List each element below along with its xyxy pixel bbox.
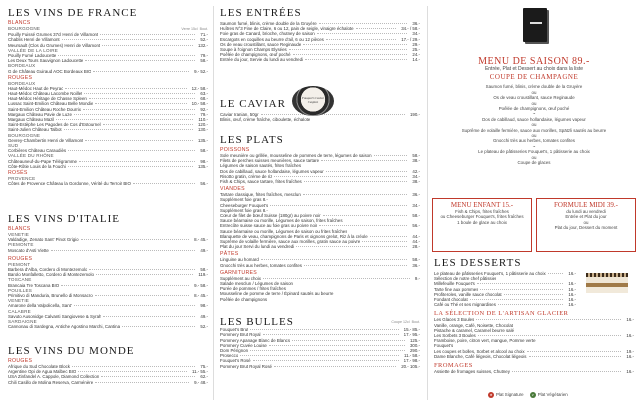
item-name: Vanille, orange, Café, Noisette, Chocolat	[434, 322, 513, 328]
italie-rouge-list	[8, 262, 208, 330]
region-label: CALABRE	[8, 308, 31, 314]
item-price: 10.- 58.-	[191, 101, 208, 107]
item-name: Cheeseburger Fouquet's	[220, 202, 269, 208]
saison-subtitle: Entrée, Plat et Dessert au choix dans la liste	[484, 66, 584, 72]
wine-column	[0, 0, 213, 405]
menu-row	[434, 302, 576, 307]
entrees-list	[220, 21, 420, 63]
item-price: 8.- 45.-	[194, 237, 208, 243]
item-price: 110.-	[198, 117, 208, 123]
menu-line: Entrée et Plat du jour	[565, 214, 607, 220]
item-name: Tarte fine aux pommes	[434, 286, 479, 292]
item-name: Os de veau croustillant, sauce Reginaude	[220, 41, 302, 47]
item-name: Poêlée de champignons	[220, 296, 268, 302]
region-label: VALLÉE DE LA LOIRE	[8, 47, 58, 53]
item-price: 52.-	[200, 324, 208, 330]
entrees-section	[220, 7, 420, 63]
item-name: Fish & Chips, sauce tartare, frites fraîches	[220, 179, 302, 185]
monde-list	[8, 364, 208, 385]
menu-line: Coupe de glaces	[517, 160, 551, 166]
item-name: Gnocchi très aux herbes, tomates confites	[220, 262, 302, 268]
item-name: Escargots en coquilles au beurre d'ail, 6 ou 12 pièces	[220, 36, 324, 42]
item-name: Margaux Château Pavie de Luze	[8, 111, 72, 117]
item-name: Corbières Château Caraudiès	[8, 148, 67, 154]
item-name: Risotto gratin, crème de riz	[220, 173, 273, 179]
item-name: Pistache & caramel, Caramel beurre salé	[434, 327, 515, 333]
menu-line: 1 boule de glace au choix	[457, 219, 507, 225]
item-name: Café ou Thé et ses mignardises	[434, 302, 496, 308]
item-price: 16.-	[568, 281, 576, 287]
menu-row	[220, 244, 420, 249]
item-price: 38.-	[412, 158, 420, 164]
region-label: VENETIE	[8, 298, 30, 304]
item-name: Dame Blanche, Café liégeois, Chocolat liégeois	[434, 353, 527, 359]
item-price: 58.-	[200, 267, 208, 273]
bulles-title: LES BULLES	[220, 316, 294, 328]
region-bourgogne: BOURGOGNE	[8, 26, 41, 31]
menu-line: Le plateau de pâtisseries Fouquet's, 1 pâtisserie au choix	[478, 149, 590, 155]
item-name: Prosecco	[220, 353, 239, 359]
region-label: TOSCANE	[8, 277, 32, 283]
item-price: 300.-	[409, 342, 420, 348]
france-blanc-list	[8, 32, 208, 74]
item-price: 34.- / 58.-	[401, 26, 420, 32]
monde-rouges: ROUGES	[8, 358, 33, 364]
item-price: 58.-	[200, 148, 208, 154]
item-price: 12.- 58.-	[191, 85, 208, 91]
item-name: Supplément foie gras 8.-	[220, 207, 268, 213]
menu-line: ou	[583, 219, 589, 225]
item-name: Les Deux Tours Sauvignon Ladoucette	[8, 58, 84, 64]
book-logo-icon	[530, 22, 542, 24]
item-name: Afrique du Sud Chocolate Block	[8, 364, 70, 369]
item-name: Supplément foie gras 8.-	[220, 197, 268, 203]
item-name: Caviar Iranian, 50gr	[220, 112, 259, 117]
item-name: Fouquet's Brut	[220, 327, 249, 333]
menu-book-image	[523, 8, 547, 42]
menu-row	[8, 181, 208, 186]
menu-row	[434, 354, 634, 359]
item-price: 58.-	[200, 58, 208, 64]
item-price: 125.-	[409, 337, 420, 343]
menu-row	[220, 263, 420, 268]
plats-title: LES PLATS	[220, 134, 284, 146]
item-name: Pouilly Fumé Ladoucette	[8, 53, 57, 59]
item-name: Le plateau de pâtisseries Fouquet's, 1 pâtisserie au choix	[434, 271, 546, 276]
item-name: Saint-Estèphe Les Pagodes de Cos d'Estournel	[8, 122, 101, 128]
item-price: 16.-	[568, 302, 576, 308]
plats-viandes: VIANDES	[220, 186, 245, 193]
item-price: 98.-	[200, 158, 208, 164]
item-name: USA Zinfandel A. Cappole, Diamond Collection	[8, 374, 100, 380]
france-title: LES VINS DE FRANCE	[8, 7, 138, 19]
glacier-title: LA SÉLECTION DE L'ARTISAN GLACIER	[434, 310, 569, 318]
item-name: Pouilly Fuissé Grumes 37cl Henri de Villamont	[8, 32, 99, 38]
fromages-title: FROMAGES	[434, 362, 473, 370]
menu-line: Dos de cabillaud, sauce hollandaise, légumes vapeur	[482, 116, 586, 122]
item-price: 62.-	[200, 374, 208, 380]
item-price: 28.-	[412, 244, 420, 250]
item-price: 63.-	[200, 91, 208, 97]
item-price: 17.- 95.-	[403, 332, 420, 338]
item-price: 8.- 45.-	[194, 293, 208, 299]
item-name: Meursault (Clos du Grumes) Henri de Villamont	[8, 42, 101, 48]
fromage-list	[434, 369, 634, 374]
item-price: 9.- 52.-	[194, 68, 208, 74]
item-name: Fondant chocolat	[434, 297, 468, 303]
item-price: 24.-	[412, 52, 420, 58]
item-name: Gevrey-Chambertin Henri de Villamont	[8, 137, 84, 143]
food-column	[214, 0, 427, 405]
item-price: 56.-	[200, 181, 208, 187]
item-name: Pommery Cuvée Louise	[220, 342, 267, 348]
item-price: 49.-	[200, 313, 208, 319]
menus-column	[428, 0, 640, 405]
bulles-list	[220, 327, 420, 369]
item-name: Valdadige, Zenato Sant' Pinot Grigio	[8, 237, 79, 243]
item-name: Soupe à l'oignon Champs Elysées	[220, 47, 287, 53]
item-name: Saint-Julien Château Talbot	[8, 127, 62, 133]
legend	[488, 392, 628, 398]
menu-line: Fish & Chips, frites fraîches	[455, 209, 509, 214]
item-name: Foie gras de Canard, brioche, chutney de saison	[220, 31, 315, 37]
caviar-stamp: Fouquet's Caviar Caspien	[301, 96, 325, 104]
desserts-title: LES DESSERTS	[434, 257, 522, 269]
menu-line: Saumon fumé, blinis, crème double de la Gruyère	[485, 84, 583, 90]
item-name: Cœur de filet de bœuf Suisse (180gr) au poivre noir	[220, 213, 321, 219]
item-name: G de Château Guiraud AOC Bordeaux BIO	[8, 68, 92, 74]
menu-line: ou	[531, 154, 537, 160]
item-price: 135.-	[197, 163, 208, 169]
item-name: Salade mesclun / Légumes de saison	[220, 281, 293, 287]
item-name: Moscato d'Asti Viette	[8, 247, 49, 253]
caviar-title: LE CAVIAR	[220, 98, 286, 110]
item-price: 42.-	[412, 168, 420, 174]
menu-line: ou	[531, 133, 537, 139]
region-label: VENETIE	[8, 232, 30, 237]
france-rouge-list	[8, 86, 208, 169]
item-price: 290.-	[409, 348, 420, 354]
saison-title: MENU DE SAISON 89.-	[478, 56, 590, 67]
enfant-title: MENU ENFANT 15.-	[450, 201, 514, 209]
france-rose-list	[8, 181, 208, 186]
menu-line: ~	[532, 111, 536, 117]
region-bordeaux: BORDEAUX	[8, 80, 36, 86]
item-price: 120.-	[197, 122, 208, 128]
item-name: Sélection de notre chef pâtissier	[434, 276, 497, 282]
item-price: 25.-	[412, 47, 420, 53]
item-price: 34.-	[412, 173, 420, 179]
item-price: 130.-	[197, 127, 208, 133]
item-price: 79.-	[200, 111, 208, 117]
item-price: 92.-	[200, 106, 208, 112]
legend-vegetarian: Plat Végétarien	[537, 392, 568, 398]
item-name: Entrée du jour, Servie du lundi au vendredi	[220, 57, 303, 63]
menu-row	[434, 369, 634, 374]
item-name: Primitivo di Manduria, Brunello di Monsacro	[8, 293, 93, 299]
entrees-title: LES ENTRÉES	[220, 7, 302, 19]
france-blancs: BLANCS	[8, 20, 31, 26]
item-name: Haut-Médoc Château Lacombe Noillet	[8, 91, 83, 97]
bulles-section: LES BULLES Coupe 12cl Bout. Fouquet's Brut 15.- 85.- Pommery Brut Royal 17.- 95.- Pommery Apanage Blanc de Blancs 125.- Pommery Cuvée Louise 300.- Dom Pérignon 290.- Prosecco 11.- 58.- Fouquet's Rosé 17.- 98.- Pommery Brut Royal Rosé 20.- 105.-	[220, 316, 420, 369]
item-name: Cannonau di Sardegna, Antiche Agostino Marchi, Cantina	[8, 324, 121, 330]
item-name: Fouquet's	[434, 343, 454, 349]
midi-title: FORMULE MIDI 39.-	[554, 201, 618, 209]
item-name: Les Sorbets 3 Boules	[434, 333, 476, 339]
item-price: 36.-	[412, 21, 420, 26]
region-label: POUILLES	[8, 287, 33, 293]
item-price: 16.-	[568, 291, 576, 297]
item-price: 16.-	[568, 271, 576, 276]
menu-line: ou Cheeseburger Fouquet's, frites fraîches	[440, 214, 524, 220]
item-name: Pommery Apanage Blanc de Blancs	[220, 337, 291, 343]
item-name: Dos de cabillaud, sauce hollandaise, légumes vapeur	[220, 168, 324, 174]
saison-coupe: COUPE DE CHAMPAGNE	[489, 73, 579, 82]
item-name: Dom Pérignon	[220, 348, 249, 354]
item-name: Suprême de volaille fermière, sauce aux morilles, gratin sauce au poivre	[220, 239, 361, 245]
menu-line: Poêlée de champignons, œuf poché	[498, 106, 570, 112]
menu-line: ou	[531, 122, 537, 128]
menu-line: Suprême de volaille fermière, sauce aux morilles, Spätzli sautés au beurre	[461, 127, 607, 133]
region-label: SUD	[8, 143, 19, 149]
item-name: Haut-Médoc Haut de Peyrac	[8, 85, 64, 91]
item-name: Argentine Opi de Agua Malbec BIO	[8, 369, 77, 375]
item-name: Blanquette de veau, champignons de Paris et oignons grelot, Riz à la créole	[220, 233, 368, 239]
menu-row	[8, 324, 208, 329]
france-rouges: ROUGES	[8, 74, 33, 81]
item-name: Filets de perches suisses meunières, sauce tartare	[220, 158, 320, 164]
item-name: Profiteroles, vanille sauce chocolat	[434, 291, 502, 297]
item-name: Blinis, œuf, crème fraîche, ciboulette, échalote	[220, 117, 311, 123]
item-name: Millefeuille Fouquet's	[434, 281, 475, 287]
italie-title: LES VINS D'ITALIE	[8, 213, 120, 225]
menu-row	[220, 364, 420, 369]
poisson-list	[220, 153, 420, 184]
item-price: 16.-	[626, 317, 634, 323]
saison-list	[434, 84, 634, 165]
menu-line: ~	[532, 143, 536, 149]
item-price: 20.- 105.-	[401, 363, 420, 369]
france-roses: ROSÉS	[8, 170, 28, 177]
item-name: Huîtres N°3 Fine de Claire, 6 ou 12, pain de seigle, vinaigre échalote	[220, 26, 354, 32]
italie-section	[8, 213, 208, 329]
item-price: 9.- 58.-	[194, 282, 208, 288]
italie-rouges: ROUGES	[8, 255, 33, 262]
item-name: Barbera d'Alba, Cordero di Montezemolo	[8, 267, 88, 273]
item-name: Chili Casillo de Molina Reserva, Carménère	[8, 379, 94, 385]
signature-icon: ★	[489, 393, 493, 397]
item-price: 34.-	[412, 202, 420, 208]
item-price: 75.-	[200, 364, 208, 369]
enfant-box	[432, 198, 532, 252]
item-price: 17.- / 29.-	[401, 36, 420, 42]
item-price: 44.-	[412, 239, 420, 245]
item-price: 71.-	[200, 32, 208, 38]
item-name: Sauce béarnaise ou morille, Légumes de saison, frites fraîches	[220, 218, 343, 224]
item-name: Framboise, poire, citron vert, mangue, Pomme verte	[434, 338, 536, 344]
item-name: Fouquet's Rosé	[220, 358, 251, 364]
menu-row	[220, 57, 420, 62]
monde-section	[8, 345, 208, 385]
menu-line: ou	[531, 100, 537, 106]
italie-blanc-list	[8, 232, 208, 253]
item-price: 52.-	[200, 37, 208, 43]
item-name: Barolo Monfalletto, Cordero di Montezemolo	[8, 272, 94, 278]
item-price: 68.-	[200, 96, 208, 102]
item-price: 15.- 85.-	[403, 327, 420, 333]
region-label: PIEMONTE	[8, 242, 34, 248]
item-name: Purée de pommes / frites fraîches	[220, 286, 286, 292]
region-label: VALLÉE DU RHÔNE	[8, 153, 54, 159]
menu-row	[220, 179, 420, 184]
midi-list	[537, 209, 635, 231]
monde-title: LES VINS DU MONDE	[8, 345, 135, 357]
item-name: Chablis Henri de Villamont	[8, 37, 60, 43]
item-price: 119.-	[198, 272, 208, 278]
item-name: Sauce béarnaise ou morille, Légumes de saison ou frites fraîches	[220, 228, 348, 234]
enfant-list	[433, 209, 531, 225]
item-price: 36.-	[412, 192, 420, 198]
item-price: 16.-	[568, 286, 576, 292]
item-price: 16.-	[568, 297, 576, 303]
item-name: Légumes de saison sautés, frites fraîches	[220, 163, 302, 169]
item-price: 58.-	[412, 153, 420, 158]
item-name: Plat du jour Servi du lundi au vendredi	[220, 244, 295, 250]
item-price: 16.-	[626, 369, 634, 375]
item-price: 38.-	[412, 179, 420, 185]
item-name: Margaux Château Mazil	[8, 117, 55, 123]
plats-section	[220, 134, 420, 302]
menu-line: Gnocchi très aux herbes, tomates confites	[493, 138, 575, 144]
item-name: Saint-Emilion Château Roche Dourrix	[8, 106, 81, 112]
item-name: Pommery Brut Royal Rosé	[220, 363, 272, 369]
region-provence: PROVENCE	[8, 176, 36, 182]
item-price: 16.-	[626, 333, 634, 339]
caviar-tin-image	[292, 86, 334, 116]
item-price: 98.-	[200, 303, 208, 309]
menu-line: Os de veau croustillant, sauce Reginaude	[493, 95, 575, 101]
item-name: Savuto Ausonidge Calvanti Sangiovese & Syrah	[8, 313, 102, 319]
item-price: 29.-	[412, 41, 420, 47]
menu-row	[220, 117, 420, 122]
item-price: 9.- 48.-	[194, 379, 208, 385]
viande-list	[220, 192, 420, 249]
item-name: Supplément au choix	[220, 275, 262, 281]
saison-section	[434, 56, 634, 166]
france-section: LES VINS DE FRANCE BLANCS BOURGOGNE Verre 15cl Bout. Pouilly Fuissé Grumes 37cl Henri de Villamont 71.- Chablis Henri de Villamont 52.- Meursault (Clos du Grumes) Henri de Villamont 132.- VALLÉE DE LA LOIRE Pouilly Fumé Ladoucette 79.- Les Deux Tours Sauvignon Ladoucette 58.- BORDEAUX G de Château Guiraud AOC Bordeaux BIO 9.- 52.- ROUGES BORDEAUX Haut-Médoc Haut de Peyrac 12.- 58.- Haut-Médoc Château Lacombe Noillet 63.- Haut-Médoc Héritage de Chasse Spleen 68.- Lussac Saint-Emilion Château Belle Mondie 10.- 58.- Saint-Emilion Château Roche Dourrix 92.- Margaux Château Pavie de Luze 79.- Margaux Château Mazil 110.- Saint-Estèphe Les Pagodes de Cos d'Estournel 120.- Saint-Julien Château Talbot 130.- BOURGOGNE Gevrey-Chambertin Henri de Villamont 135.- SUD Corbières Château Caraudiès 58.- VALLÉE DU RHÔNE Châteauneuf-du-Pape Télégramme 98.- Côte-Rôtie Louis de la Fouchi 135.- ROSÉS PROVENCE Côtes de Provence Château la Gordonne, Vérité du Terroir BIO 56.-	[8, 7, 208, 187]
item-price: 58.-	[412, 257, 420, 263]
item-price: 11.- 58.-	[403, 353, 420, 359]
item-name: Châteauneuf-du-Pape Télégramme	[8, 158, 77, 164]
item-price: 132.-	[197, 42, 208, 48]
item-price: 79.-	[200, 53, 208, 59]
item-name: Tartare classique, frites fraîches, mesclun	[220, 192, 301, 198]
desserts-section	[434, 257, 634, 374]
item-price: 36.-	[412, 262, 420, 268]
dessert-list	[434, 271, 576, 307]
item-name: Les Glaces 3 Boules	[434, 317, 475, 323]
item-name: Amarone della Valpolicella, Sant'	[8, 303, 72, 309]
item-name: Brancaia Tre Toscana BIO	[8, 282, 60, 288]
plats-poissons: POISSONS	[220, 147, 250, 153]
item-price: 11.- 55.-	[191, 369, 208, 375]
item-name: Sole meunière ou grillée, mousseline de pommes de terre, légumes de saison	[220, 153, 372, 158]
millefeuille-image	[584, 269, 632, 297]
legend-signature: Plat Signature	[496, 392, 524, 398]
item-price: 16.-	[626, 353, 634, 359]
menu-row	[8, 248, 208, 253]
item-price: 19.-	[626, 348, 634, 354]
region-label: BOURGOGNE	[8, 132, 41, 138]
menu-row	[220, 297, 420, 302]
glacier-list	[434, 317, 634, 359]
item-price: 17.- 98.-	[403, 358, 420, 364]
plats-pates: PÂTES	[220, 251, 239, 258]
vegetarian-icon: v	[530, 392, 536, 398]
item-name: Entrecôte suisse sauce au foie gras ou poivre noir	[220, 223, 318, 229]
item-price: 58.-	[412, 213, 420, 219]
caviar-section	[220, 98, 420, 122]
garniture-list	[220, 276, 420, 302]
item-price: 14.-	[412, 57, 420, 63]
item-name: Saumon fumé, blinis, crème double de la Gruyère	[220, 21, 317, 26]
region-label: BORDEAUX	[8, 63, 36, 69]
pate-list	[220, 257, 420, 267]
item-name: Pommery Brut Royal	[220, 332, 261, 338]
item-name: Haut-Médoc Héritage de Chasse Spleen	[8, 96, 87, 102]
region-label: PIEMONT	[8, 261, 31, 267]
menu-row	[8, 164, 208, 169]
region-label: SARDAIGNE	[8, 319, 37, 325]
plats-garnitures: GARNITURES	[220, 269, 258, 276]
item-price: 135.-	[197, 137, 208, 143]
italie-blancs: BLANCS	[8, 226, 31, 232]
item-name: Poêlée de champignons, œuf poché	[220, 52, 291, 58]
menu-line: du lundi au vendredi	[566, 209, 606, 214]
item-name: Côtes de Provence Château la Gordonne, Vérité du Terroir BIO	[8, 181, 131, 187]
menu-line: ou	[531, 89, 537, 95]
item-name: Mousseline de pomme de terre / Épinard sautés au beurre	[220, 291, 334, 297]
item-price: 49.-	[200, 247, 208, 253]
item-name: Les coupes et bolles, Sorbet et alcool au choix	[434, 348, 525, 354]
item-name: Assiette de fromages suisses, Chutney	[434, 369, 510, 375]
menu-line: Plat du jour, Dessert du moment	[554, 225, 618, 231]
midi-box	[536, 198, 636, 252]
item-price: 56.-	[412, 223, 420, 229]
item-price: 9.-	[414, 275, 420, 281]
item-price: 34.-	[412, 31, 420, 37]
menu-row	[8, 380, 208, 385]
item-price: 44.-	[412, 233, 420, 239]
item-name: Côte-Rôtie Louis de la Fouchi	[8, 163, 66, 169]
menu-row	[8, 69, 208, 74]
item-name: Linguine au homard	[220, 257, 259, 263]
item-name: Lussac Saint-Emilion Château Belle Mondie	[8, 101, 94, 107]
item-price: 190.-	[409, 112, 420, 117]
